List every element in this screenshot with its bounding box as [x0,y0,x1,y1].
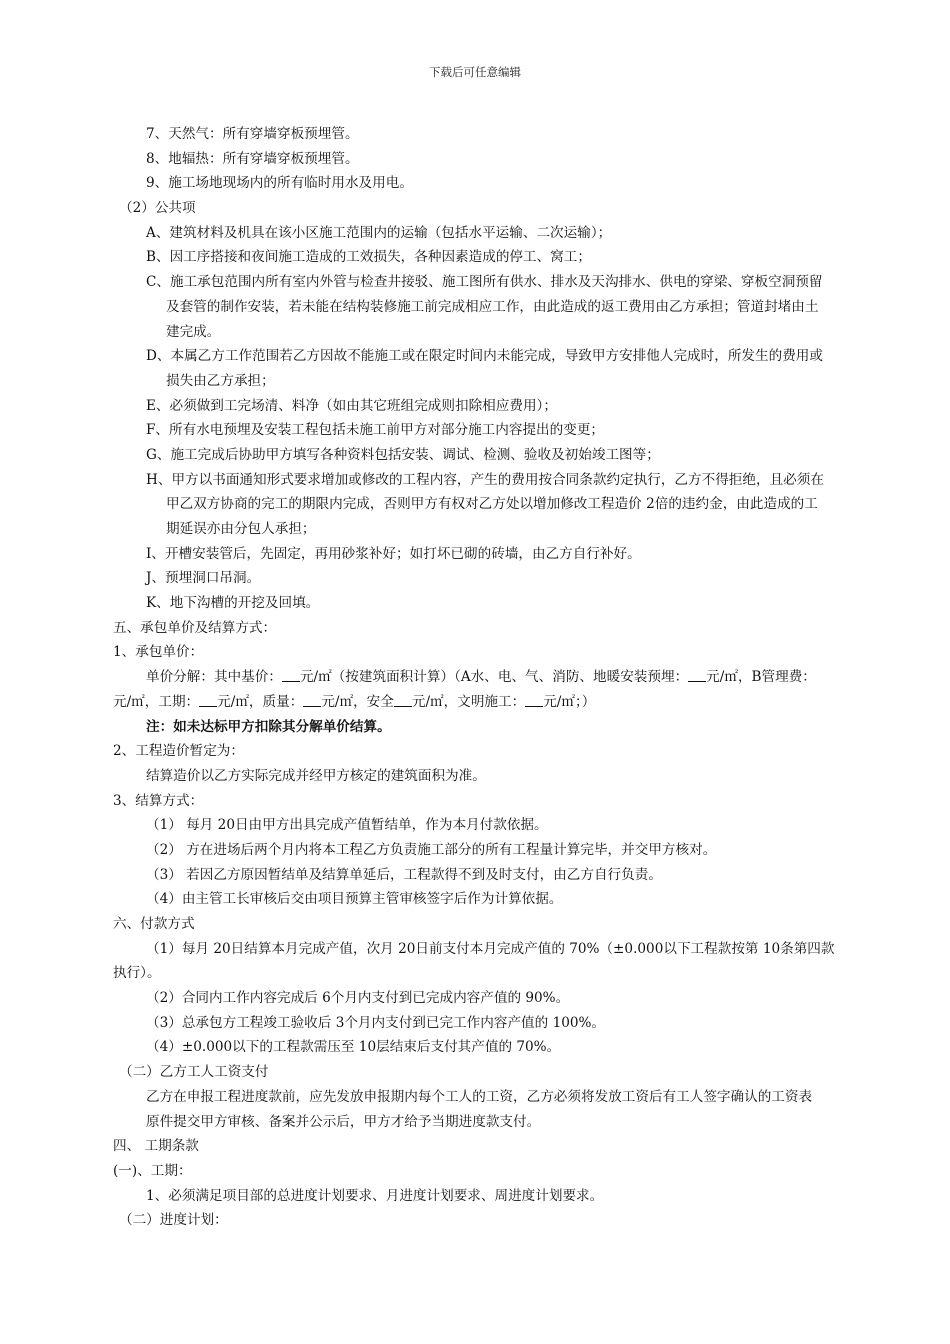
text-line: （1） 每月 20日由甲方出具完成产值暂结单，作为本月付款依据。 [146,817,548,834]
text-line: E、必须做到工完场清、料净（如由其它班组完成则扣除相应费用）； [146,397,557,414]
text-line: B、因工序搭接和夜间施工造成的工效损失，各种因素造成的停工、窝工； [146,249,591,266]
text-line: （4）由主管工长审核后交由项目预算主管审核签字后作为计算依据。 [146,891,563,908]
section-heading: （2）公共项 [119,200,196,217]
text-line: 乙方在申报工程进度款前，应先发放申报期内每个工人的工资，乙方必须将发放工资后有工人签字确认的工资表 [146,1088,813,1105]
text-line: K、地下沟槽的开挖及回填。 [146,595,320,612]
text-line: 1、承包单价： [113,644,204,661]
text-line: 结算造价以乙方实际完成并经甲方核定的建筑面积为准。 [146,767,486,784]
text-line: 甲乙双方协商的完工的期限内完成，否则甲方有权对乙方处以增加修改工程造价 2倍的违约金，由此造成的工 [166,496,818,513]
section-heading: （二）进度计划： [119,1212,228,1229]
unit-price-text: 元/㎡，B管理费： [706,669,816,686]
text-line: 7、天然气：所有穿墙穿板预埋管。 [146,126,359,142]
text-line: 8、地辐热：所有穿墙穿板预埋管。 [146,150,359,167]
text-line: 执行）。 [113,965,161,982]
document-body [0,122,950,1233]
section-heading: 六、付款方式 [113,916,195,932]
text-line: （3）总承包方工程竣工验收后 3个月内支付到已完工作内容产值的 100%。 [146,1014,606,1031]
text-line: H、甲方以书面通知形式要求增加或修改的工程内容，产生的费用按合同条款约定执行，乙方不得拒绝，且必须在 [146,471,824,488]
text-line: （4）±0.000以下的工程款需压至 10层结束后支付其产值的 70%。 [146,1039,561,1056]
text-line: C、施工承包范围内所有室内外管与检查井接驳、施工图所有供水、排水及天沟排水、供电的穿梁、穿板空洞预留 [146,274,823,291]
text-line: (一)、工期： [113,1162,192,1179]
unit-price-text: 元/㎡，质量： [217,693,304,710]
section-heading: 四、 工期条款 [113,1138,199,1155]
blank-field [303,692,321,707]
section-heading: （二）乙方工人工资支付 [119,1064,269,1081]
text-line: （1）每月 20日结算本月完成产值，次月 20日前支付本月完成产值的 70%（±0.000以下工程款按第 10条第四款 [146,940,835,957]
text-line: 3、结算方式： [113,792,204,809]
text-line: 2、工程造价暂定为： [113,743,244,760]
blank-field [282,667,300,682]
text-line: 原件提交甲方审核、备案并公示后，甲方才给予当期进度款支付。 [146,1113,541,1130]
unit-price-text: 元/㎡（按建筑面积计算）（A水、电、气、消防、地暖安装预埋： [299,669,689,686]
text-line: （3） 若因乙方原因暂结单及结算单延后，工程款得不到及时支付，由乙方自行负责。 [146,866,662,883]
text-line: （2） 方在进场后两个月内将本工程乙方负责施工部分的所有工程量计算完毕，并交甲方核对。 [146,841,717,858]
unit-price-line [0,665,950,690]
text-line: D、本属乙方工作范围若乙方因故不能施工或在限定时间内未能完成，导致甲方安排他人完成时，所发生的费用或 [146,348,823,365]
text-line: （2）合同内工作内容完成后 6个月内支付到已完成内容产值的 90%。 [146,990,570,1007]
section-heading: 五、承包单价及结算方式： [113,619,277,636]
blank-field [688,667,706,682]
text-line: J、预埋洞口吊洞。 [146,570,261,587]
unit-price-text: 元/㎡，文明施工： [411,693,526,710]
page-header: 下载后可任意编辑 [429,65,521,79]
blank-field [199,692,217,707]
text-line: F、所有水电预埋及安装工程包括未施工前甲方对部分施工内容提出的变更； [146,422,605,439]
unit-price-line [0,690,950,715]
unit-price-text: 元/㎡，安全 [321,693,394,710]
text-line: 建完成。 [166,323,221,340]
text-line: G、施工完成后协助甲方填写各种资料包括安装、调试、检测、验收及初始竣工图等； [146,446,660,463]
unit-price-text: 单价分解：其中基价： [146,669,282,686]
text-line: I、开槽安装管后，先固定，再用砂浆补好；如打坏已砌的砖墙，由乙方自行补好。 [146,545,641,562]
text-line: A、建筑材料及机具在该小区施工范围内的运输（包括水平运输、二次运输）； [146,224,612,241]
unit-price-text: 元/㎡；） [543,693,596,710]
unit-price-text: 元/㎡，工期： [113,693,200,710]
note-line: 注：如未达标甲方扣除其分解单价结算。 [146,718,391,735]
blank-field [394,692,412,707]
text-line: 期延误亦由分包人承担； [166,521,316,537]
text-line: 9、施工场地现场内的所有临时用水及用电。 [146,175,413,192]
text-line: 1、必须满足项目部的总进度计划要求、月进度计划要求、周进度计划要求。 [146,1187,604,1204]
blank-field [525,692,543,707]
text-line: 及套管的制作安装，若未能在结构装修施工前完成相应工作，由此造成的返工费用由乙方承担；管道封堵由土 [166,298,819,315]
text-line: 损失由乙方承担； [166,372,275,389]
